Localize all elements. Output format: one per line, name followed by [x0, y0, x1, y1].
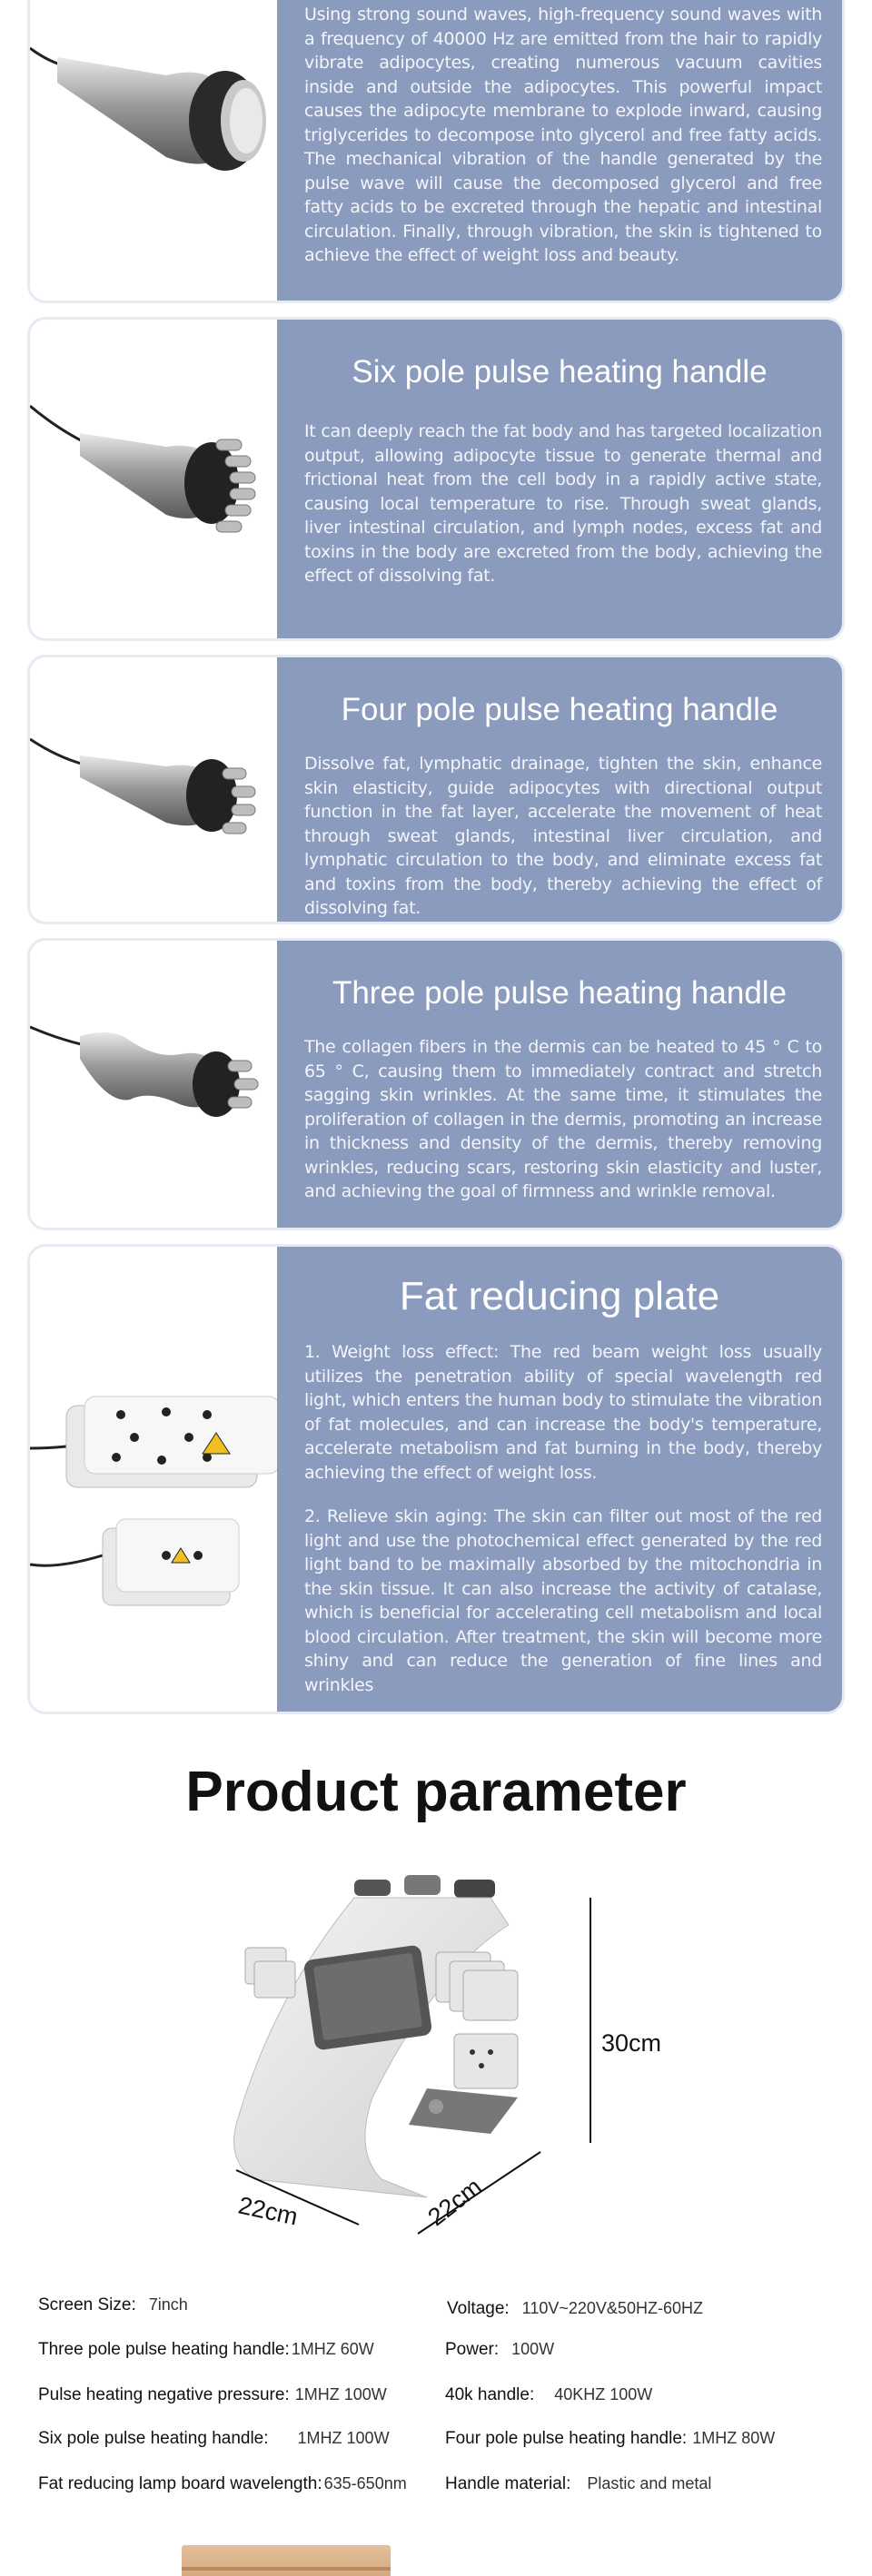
three-pole-handle-image	[30, 941, 277, 1228]
param-lamp-wavelength: Fat reducing lamp board wavelength: 635-650nm	[38, 2474, 407, 2493]
ultrasonic-text-panel	[277, 0, 842, 301]
param-40k-handle: 40k handle: 40KHZ 100W	[445, 2385, 653, 2404]
four-pole-handle-image	[30, 657, 277, 922]
feature-card-three-pole	[27, 938, 845, 1230]
four-pole-title: Four pole pulse heating handle	[341, 692, 778, 727]
six-pole-title: Six pole pulse heating handle	[352, 354, 768, 390]
depth-dimension-label: 22cm	[422, 2172, 487, 2232]
fat-plate-text-panel	[277, 1247, 842, 1712]
fat-plate-description-1: 1. Weight loss effect: The red beam weight loss usually utilizes the penetration ability of special wavelength red light, which enters the human body to stimulate the vibration of fat molecules, and can increase the body's temperature, accelerate metabolism and fat burning in the body, thereby achieving the effect of weight loss.	[304, 1342, 822, 1483]
fat-plate-title: Fat reducing plate	[399, 1274, 720, 1318]
width-dimension-label: 22cm	[235, 2191, 301, 2231]
ultrasonic-description: Using strong sound waves, high-frequency sound waves with a frequency of 40000 Hz are emitted from the hair to rapidly vibrate adipocytes, creating numerous vacuum cavities inside and outside the adipocytes. This powerful impact causes the adipocyte membrane to explode inward, causing triglycerides to decompose into glycerol and free fatty acids. The mechanical vibration of the handle generated by the pulse wave will cause the decomposed glycerol and free fatty acids to be excreted through the hepatic and intestinal circulation. Finally, through vibration, the skin is tightened to achieve the effect of weight loss and beauty.	[304, 5, 822, 265]
feature-card-fat-plate	[27, 1244, 845, 1714]
param-pulse-negative-pressure: Pulse heating negative pressure: 1MHZ 100W	[38, 2385, 387, 2404]
six-pole-description: It can deeply reach the fat body and has targeted localization output, allowing adipocyte tissue to generate thermal and frictional heat from the cell body in a rapidly active state, causing local temperature to rise. Through sweat glands, liver intestinal circulation, and lymph nodes, excess fat and toxins in the body are excreted from the body, achieving the effect of dissolving fat.	[304, 421, 822, 586]
fat-plate-description-2: 2. Relieve skin aging: The skin can filter out most of the red light and use the photochemical effect generated by the red light band to be maximally absorbed by the mitochondria in the skin tissue. It can also increase the activity of catalase, which is beneficial for accelerating cell metabolism and local blood circulation. After treatment, the skin will become more shiny and can reduce the generation of fine lines and wrinkles	[304, 1506, 822, 1695]
param-screen-size: Screen Size: 7inch	[38, 2295, 188, 2314]
four-pole-description: Dissolve fat, lymphatic drainage, tighten the skin, enhance skin elasticity, guide adipocytes with directional output function in the fat layer, accelerate the movement of heat through sweat glands, intestinal liver circulation, and lymphatic circulation to the body, and eliminate excess fat and toxins from the body, thereby achieving the effect of dissolving fat.	[304, 754, 822, 918]
param-handle-material: Handle material: Plastic and metal	[445, 2474, 712, 2493]
feature-card-six-pole	[27, 317, 845, 641]
three-pole-description: The collagen fibers in the dermis can be heated to 45 ° C to 65 ° C, causing them to immediately contract and stretch sagging skin wrinkles. At the same time, it stimulates the proliferation of collagen in the dermis, promoting an increase in thickness and density of the dermis, thereby removing wrinkles, reducing scars, restoring skin elasticity and luster, and achieving the goal of firmness and wrinkle removal.	[304, 1037, 822, 1201]
packaging-box-image	[182, 2545, 391, 2576]
param-six-pole: Six pole pulse heating handle: 1MHZ 100W	[38, 2429, 390, 2448]
three-pole-title: Three pole pulse heating handle	[332, 975, 788, 1011]
six-pole-text-panel	[277, 320, 842, 638]
param-four-pole: Four pole pulse heating handle: 1MHZ 80W	[445, 2429, 776, 2448]
fat-plate-image	[30, 1247, 277, 1712]
section-title-product-parameter: Product parameter	[185, 1761, 687, 1823]
param-three-pole: Three pole pulse heating handle: 1MHZ 60W	[38, 2340, 374, 2359]
param-power: Power: 100W	[445, 2340, 555, 2359]
six-pole-handle-image	[30, 320, 277, 638]
feature-card-ultrasonic	[27, 0, 845, 303]
four-pole-text-panel	[277, 657, 842, 922]
three-pole-text-panel	[277, 941, 842, 1228]
feature-card-four-pole	[27, 655, 845, 924]
param-voltage: Voltage: 110V~220V&50HZ-60HZ	[447, 2299, 703, 2318]
ultrasonic-handle-image	[30, 0, 277, 301]
height-dimension-label: 30cm	[601, 2029, 662, 2057]
